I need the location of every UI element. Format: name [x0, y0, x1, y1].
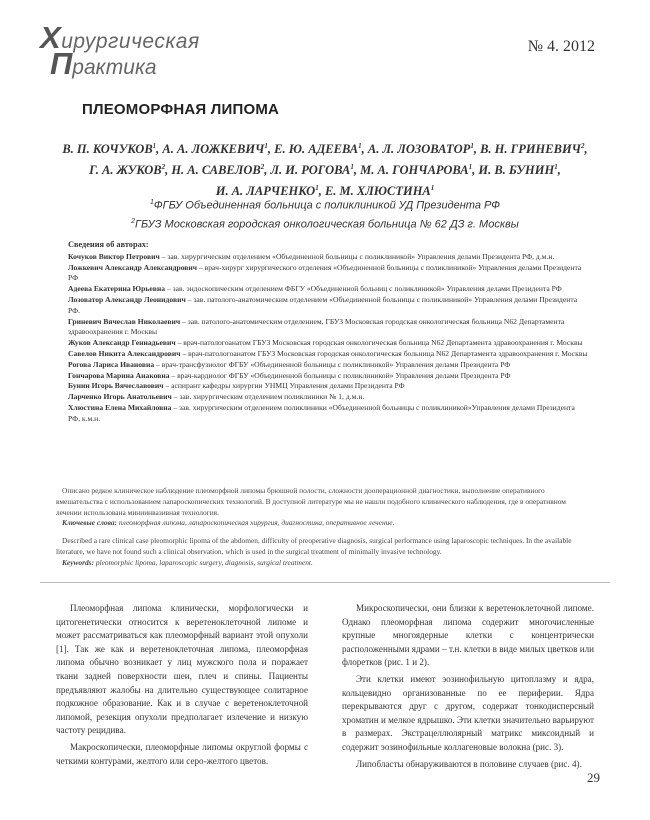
author-info-entry: Жуков Александр Геннадьевич – врач-патологоанатом ГБУЗ Московская городская онкологическая больница N62 Департамента здравоохранения г. Москвы	[68, 338, 583, 348]
author-name: Е. М. ХЛЮСТИНА	[324, 184, 431, 199]
author-info-entry: Ларченко Игорь Анатольевич – зав. хирургическим отделением поликлиники № 1, д.м.н.	[68, 392, 365, 402]
author-info-entry: Лозоватор Александр Леонидович – зав. патолого-анатомическим отделением «Объединенной больницы с поликлиникой» Управления делами Президента РФ.	[68, 294, 578, 315]
author-info-entry: Гончарова Марина Анаковна – врач-кардиолог ФГБУ «Объединенной больницы с поликлиникой» Управления делами Президента РФ	[68, 370, 511, 380]
abstract-ru-text: Описано редкое клиническое наблюдение плеоморфной липомы брюшной полости, сложности дооперационной диагностики, выполнение оперативного вмешательства с использованием лапароскопических технологий. В доступной литературе мы не нашли подобного клинического наблюдения, где в оперативном лечении использована миниинвазивная технология.	[56, 486, 566, 517]
author-info-entry: Гриневич Вячеслав Николаевич – зав. патолого-анатомическим отделением, ГБУЗ Московская городская онкологическая больница N62 Департамента здравоохранения г. Москвы	[68, 316, 565, 337]
author-affiliation-mark: 1	[554, 163, 558, 172]
author-name: Н. А. САВЕЛОВ	[171, 163, 261, 178]
article-title: ПЛЕОМОРФНАЯ ЛИПОМА	[82, 101, 280, 118]
abstract-ru	[56, 486, 590, 529]
body-paragraph: Микроскопически, они близки к веретеноклеточной липоме. Однако плеоморфная липома содержит многочисленные крупные многоядерные клетки с концентрически расположенными ядрами – т.н. клетки в виде милых цветков или флоретков (рис. 1 и 2).	[342, 603, 594, 668]
affiliation-2: $^2$ГБУЗ Московская городская онкологическая больница № 62 ДЗ г. Москвы	[131, 217, 519, 231]
author-name: В. П. КОЧУКОВ	[62, 142, 153, 157]
authors-line-3: И. А. ЛАРЧЕНКО$^1$, Е. М. ХЛЮСТИНА$^1$	[215, 184, 435, 199]
author-name: А. А. ЛОЖКЕВИЧ	[162, 142, 265, 157]
author-affiliation-mark: 1	[430, 184, 435, 193]
author-name: М. А. ГОНЧАРОВА	[360, 163, 469, 178]
author-affiliation-mark: 2	[260, 163, 265, 172]
abstract-en-text: Described a rare clinical case pleomorphic lipoma of the abdomen, difficulty of preoperative diagnosis, surgical performance using laparoscopic techniques. In the available literature, we have not found such a clinical observation, which is used in the surgical treatment of minimally invasive technology.	[56, 536, 572, 556]
about-authors-heading: Сведения об авторах:	[68, 240, 149, 249]
about-authors	[68, 240, 588, 425]
author-affiliation-mark: 1	[350, 163, 354, 172]
body-column-right	[342, 602, 594, 774]
authors-line-2: Г. А. ЖУКОВ$^2$, Н. А. САВЕЛОВ$^2$, Л. И. РОГОВА$^1$, М. А. ГОНЧАРОВА$^1$, И. В. БУНИН$^1$,	[89, 163, 561, 178]
body-paragraph: Липобласты обнаруживаются в половине случаев (рис. 4).	[356, 758, 582, 769]
author-affiliation-mark: 1	[315, 184, 319, 193]
author-affiliation-mark: 2	[161, 163, 166, 172]
author-affiliation-mark: 1	[358, 142, 362, 150]
body-paragraph: Макроскопически, плеоморфные липомы округлой формы с четкими контурами, желтого или серо-желтого цветов.	[56, 741, 308, 766]
author-info-entry: Рогова Лариса Ивановна – врач-трансфузиолог ФГБУ «Объединенной больницы с поликлиникой» Управления делами Президента РФ	[68, 359, 511, 369]
author-affiliation-mark: 2	[581, 142, 585, 150]
author-name: А. Л. ЛОЗОВАТОР	[367, 142, 471, 157]
author-name: Г. А. ЖУКОВ	[89, 163, 162, 178]
affiliations	[60, 195, 590, 232]
author-name: Е. Ю. АДЕЕВА	[274, 142, 359, 157]
keywords-ru: Ключевые слова: плеоморфная липома, лапароскопическая хирургия, диагностика, оперативное лечение.	[62, 518, 395, 528]
author-info-entry: Ложкевич Александр Александрович – врач-хирург хирургического отделения «Объединенной больницы с поликлиникой» Управления делами Президента РФ	[68, 262, 582, 283]
abstract-en	[56, 536, 590, 568]
author-affiliation-mark: 1	[152, 142, 157, 150]
logo-line-2: Практика	[50, 46, 157, 81]
divider	[40, 582, 610, 583]
logo-line-1: Хирургическая	[40, 20, 200, 55]
page-number: 29	[587, 770, 600, 785]
body-column-left	[56, 602, 308, 771]
about-authors-list	[68, 252, 588, 425]
author-name: И. В. БУНИН	[478, 163, 555, 178]
author-name: Л. И. РОГОВА	[270, 163, 351, 178]
affiliation-1: $^1$ФГБУ Объединенная больница с поликлиникой УД Президента РФ	[150, 199, 500, 212]
author-info-entry: Бунин Игорь Вячеславович – аспирант кафедры хирургии УНМЦ Управления делами Президента РФ	[68, 381, 405, 391]
author-info-entry: Кочуков Виктор Петрович – зав. хирургическим отделением «Объединенной больницы с поликлиникой» Управления делами Президента РФ, д.м.н.	[68, 251, 555, 261]
author-info-entry: Адеева Екатерина Юрьевна – зав. эндоскопическим отделением ФБГУ «Объединенной больниц с поликлиникой» Управления делами Президента РФ	[68, 284, 562, 294]
body-paragraph: Плеоморфная липома клинически, морфологически и цитогенетически относится к веретеноклеточной липоме и может рассматриваться как плеоморфный вариант этой опухоли [1]. Так же как и веретеноклеточная липома, плеоморфная липома обычно возникает у лиц мужского пола и поражает ткани задней поверхности шеи, плеч и спины. Пациенты предъявляют жалобы на длительно существующее солитарное подкожное образование. Как и в случае с веретеноклеточной липомой, резекция опухоли предполагает излечение и низкую частоту рецидива.	[56, 603, 308, 736]
author-name: И. А. ЛАРЧЕНКО	[215, 184, 316, 199]
author-affiliation-mark: 1	[264, 142, 268, 150]
issue-number: № 4. 2012	[527, 38, 595, 55]
author-affiliation-mark: 1	[470, 142, 474, 150]
body-paragraph: Эти клетки имеют эозинофильную цитоплазму и ядра, кольцевидно организованные по ее периферии. Ядра перекрываются друг с другом, содержат тонкодисперсный хроматин и мелкое ядрышко. Эти клетки значительно варьируют в размерах. Экстрацеллюлярный матрикс миксоидный и содержит эозинофильные коллагеновые волокна (рис. 3).	[342, 673, 594, 752]
author-info-entry: Хлюстина Елена Михайловна – зав. хирургическим отделением поликлиники «Объединенной больницы с поликлиникой»Управления делами Президента РФ, к.м.н.	[68, 402, 575, 423]
author-name: В. Н. ГРИНЕВИЧ	[480, 142, 582, 157]
keywords-en: Keywords: pleomorphic lipoma, laparoscopic surgery, diagnosis, surgical treatment.	[62, 557, 313, 567]
author-list	[60, 137, 590, 200]
author-info-entry: Савелов Никита Александрович – врач-патологоанатом ГБУЗ Московская городская онкологическая больница N62 Департамента здравоохранения г. Москвы	[68, 348, 588, 358]
authors-line-1: В. П. КОЧУКОВ$^1$, А. А. ЛОЖКЕВИЧ$^1$, Е. Ю. АДЕЕВА$^1$, А. Л. ЛОЗОВАТОР$^1$, В. Н. ГРИНЕВИЧ$^2$,	[62, 142, 588, 157]
author-affiliation-mark: 1	[468, 163, 473, 172]
